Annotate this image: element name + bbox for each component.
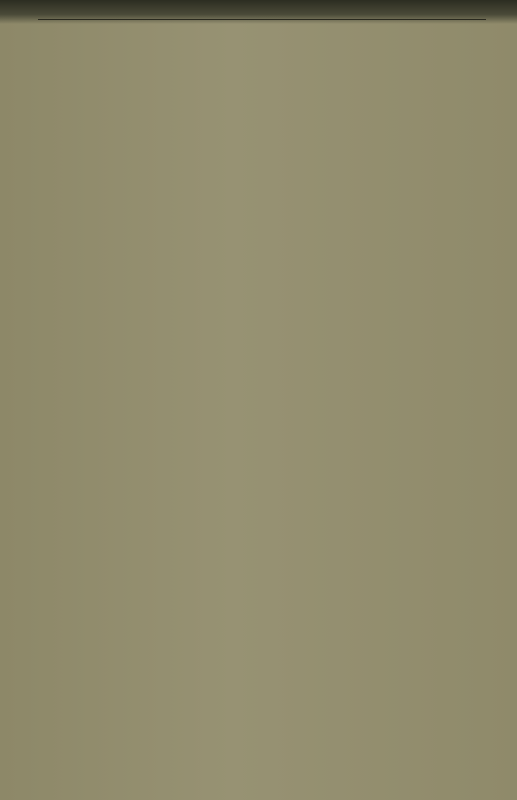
header-rule xyxy=(38,19,486,20)
page-top-shadow xyxy=(0,0,517,24)
